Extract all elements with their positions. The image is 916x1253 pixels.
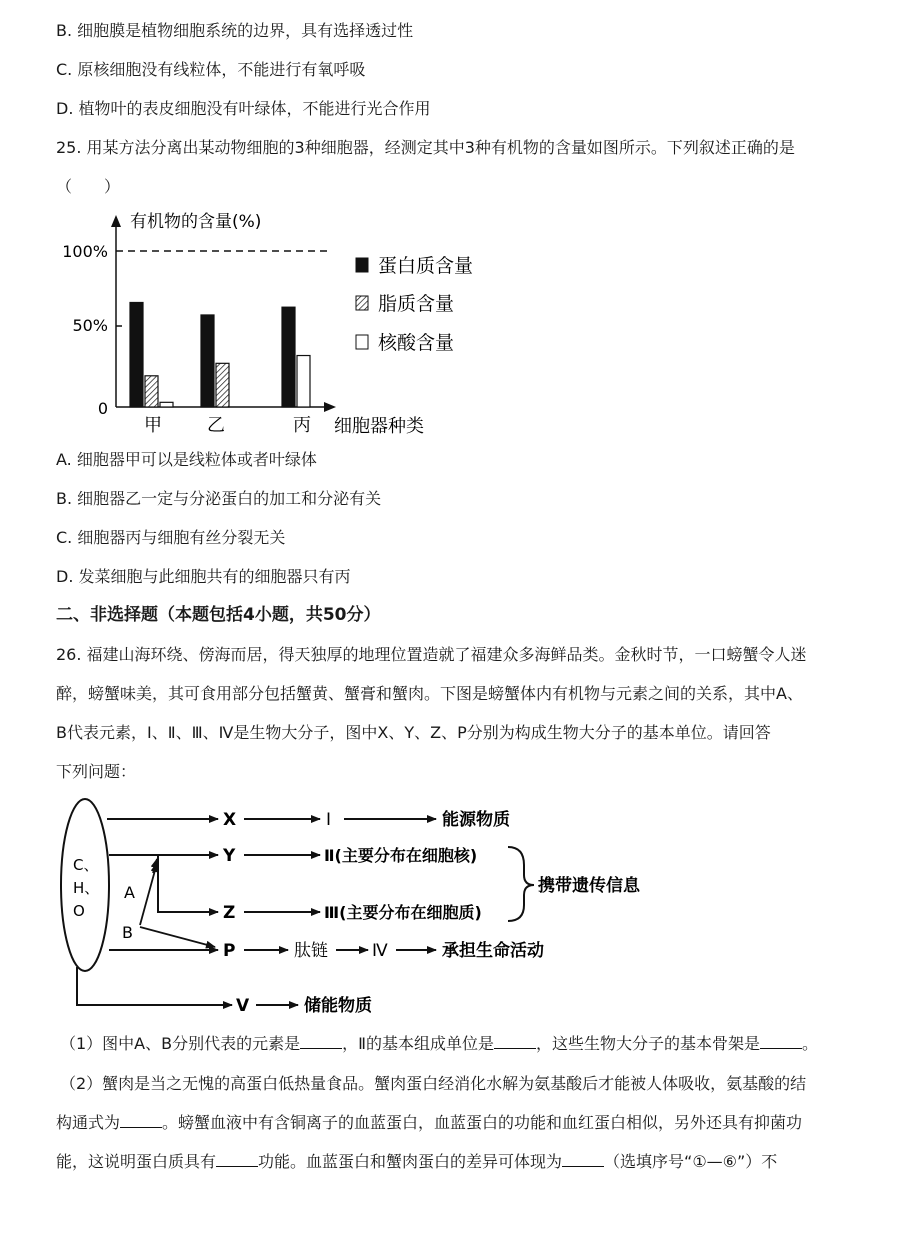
q26-sub1-part1: （1）图中A、B分别代表的元素是	[60, 1034, 301, 1053]
concept-diagram	[50, 795, 670, 1025]
bar-chart	[50, 205, 510, 445]
label-ii: Ⅱ(主要分布在细胞核)	[324, 846, 478, 865]
arrow-to-z	[158, 855, 218, 912]
bar-lipid-1	[145, 376, 158, 407]
q24-option-c: C. 原核细胞没有线粒体，不能进行有氧呼吸	[56, 60, 366, 79]
label-storage: 储能物质	[304, 996, 372, 1016]
y-axis-title: 有机物的含量(%)	[130, 212, 262, 232]
label-iii: Ⅲ(主要分布在细胞质)	[324, 903, 482, 922]
legend-label-lipid: 脂质含量	[378, 293, 455, 315]
q26-sub2-line3	[56, 1151, 777, 1173]
label-p: P	[223, 941, 236, 961]
q26-sub2-line3-part2: 功能。血蓝蛋白和蟹肉蛋白的差异可体现为	[258, 1152, 563, 1171]
q26-sub1	[60, 1033, 818, 1055]
q26-stem-line4: 下列问题：	[56, 762, 137, 781]
blank-1[interactable]	[300, 1048, 342, 1049]
element-c: C、	[73, 856, 99, 874]
legend-swatch-nucleic	[356, 335, 368, 349]
q25-answer-paren: （ ）	[56, 177, 121, 196]
label-i: Ⅰ	[326, 810, 332, 830]
bar-protein-3	[282, 307, 295, 407]
label-y: Y	[223, 846, 236, 866]
bars-group	[130, 302, 310, 407]
label-x: X	[223, 810, 237, 830]
label-energy: 能源物质	[442, 810, 510, 830]
label-peptide: 肽链	[294, 941, 328, 961]
blank-5[interactable]	[216, 1166, 258, 1167]
arrow-to-v	[77, 967, 232, 1005]
blank-6[interactable]	[562, 1166, 604, 1167]
label-b: B	[122, 923, 133, 942]
q26-stem-line3: B代表元素，Ⅰ、Ⅱ、Ⅲ、Ⅳ是生物大分子，图中X、Y、Z、P分别为构成生物大分子的基本单位。请回答	[56, 723, 771, 742]
q25-option-c: C. 细胞器丙与细胞有丝分裂无关	[56, 528, 286, 547]
bar-nucleic-1	[160, 402, 173, 407]
label-a: A	[124, 883, 135, 902]
b-branch-down	[140, 927, 215, 947]
y-tick-0: 0	[97, 399, 108, 418]
q24-option-d: D. 植物叶的表皮细胞没有叶绿体，不能进行光合作用	[56, 99, 431, 118]
q26-sub2-line3-part3: （选填序号“①—⑥”）不	[604, 1152, 778, 1171]
label-v: V	[236, 996, 250, 1016]
legend-swatch-lipid	[356, 296, 368, 310]
b-branch-up	[140, 863, 157, 925]
y-axis-arrow	[111, 215, 121, 227]
legend-label-nucleic: 核酸含量	[378, 332, 455, 354]
q26-sub1-part3: ，这些生物大分子的基本骨架是	[536, 1034, 761, 1053]
bar-lipid-2	[216, 363, 229, 407]
bar-nucleic-3	[297, 356, 310, 407]
q26-sub2-line2-part1: 构通式为	[56, 1113, 121, 1132]
q26-sub2-line2-part2: 。螃蟹血液中有含铜离子的血蓝蛋白，血蓝蛋白的功能和血红蛋白相似，另外还具有抑菌功	[162, 1113, 803, 1132]
label-z: Z	[223, 903, 236, 923]
brace	[508, 847, 534, 921]
bar-protein-2	[201, 315, 214, 407]
q26-sub1-part2: ，Ⅱ的基本组成单位是	[342, 1034, 494, 1053]
element-o: O	[73, 902, 85, 920]
q26-sub2-line3-part1: 能，这说明蛋白质具有	[56, 1152, 217, 1171]
label-genetic: 携带遗传信息	[538, 876, 640, 896]
category-label-yi: 乙	[207, 415, 225, 436]
q26-sub1-part4: 。	[802, 1034, 819, 1053]
q24-option-b: B. 细胞膜是植物细胞系统的边界，具有选择透过性	[56, 21, 414, 40]
q25-option-d: D. 发菜细胞与此细胞共有的细胞器只有丙	[56, 567, 351, 586]
label-iv: Ⅳ	[372, 941, 388, 961]
q25-option-b: B. 细胞器乙一定与分泌蛋白的加工和分泌有关	[56, 489, 382, 508]
y-tick-50: 50%	[72, 316, 108, 335]
label-life: 承担生命活动	[442, 941, 544, 961]
blank-3[interactable]	[760, 1048, 802, 1049]
q26-sub2-line1: （2）蟹肉是当之无愧的高蛋白低热量食品。蟹肉蛋白经消化水解为氨基酸后才能被人体吸收，氨基酸的结	[60, 1074, 807, 1093]
y-tick-100: 100%	[62, 242, 108, 261]
legend-label-protein: 蛋白质含量	[378, 255, 474, 277]
x-axis-title: 细胞器种类	[334, 416, 424, 437]
q26-sub2-line2	[56, 1112, 802, 1134]
q25-option-a: A. 细胞器甲可以是线粒体或者叶绿体	[56, 450, 317, 469]
bar-protein-1	[130, 302, 143, 407]
q26-stem-line2: 醉，螃蟹味美，其可食用部分包括蟹黄、蟹膏和蟹肉。下图是螃蟹体内有机物与元素之间的关系，其中A、	[56, 684, 803, 703]
legend-swatch-protein	[356, 258, 368, 272]
blank-2[interactable]	[494, 1048, 536, 1049]
q25-stem: 25. 用某方法分离出某动物细胞的3种细胞器，经测定其中3种有机物的含量如图所示。下列叙述正确的是	[56, 138, 795, 157]
q26-stem-line1: 26. 福建山海环绕、傍海而居，得天独厚的地理位置造就了福建众多海鲜品类。金秋时节，一口螃蟹令人迷	[56, 645, 807, 664]
x-axis-arrow	[324, 402, 336, 412]
element-h: H、	[73, 879, 100, 897]
blank-4[interactable]	[120, 1127, 162, 1128]
section2-heading: 二、非选择题（本题包括4小题，共50分）	[56, 605, 381, 625]
category-label-jia: 甲	[144, 415, 162, 436]
category-label-bing: 丙	[293, 415, 311, 436]
